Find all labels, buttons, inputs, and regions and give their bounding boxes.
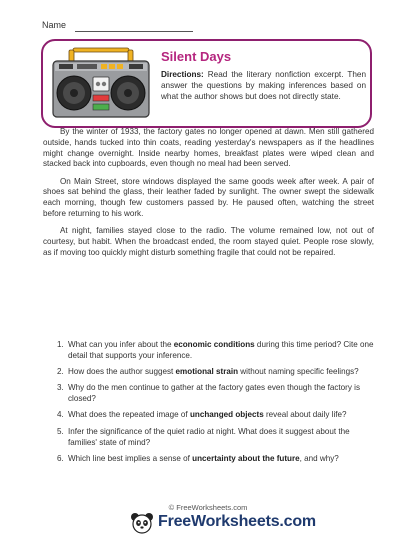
question-text: What does the repeated image of unchanged objects reveal about daily life?: [68, 410, 347, 420]
question-number: 3.: [57, 383, 64, 393]
question-text: Infer the significance of the quiet radio at night. What does it suggest about the families' state of mind?: [68, 426, 350, 447]
question-item: [57, 454, 375, 465]
question-item: [57, 340, 375, 362]
passage: [43, 127, 374, 265]
boombox-radio-illustration: [51, 47, 151, 121]
name-label: Name: [42, 20, 67, 30]
panda-logo-icon: [130, 512, 154, 534]
worksheet-title: Silent Days: [161, 49, 232, 64]
directions-body: Read the literary nonfiction excerpt. Then answer the questions by making inferences based on what the author shows but does not directly state.: [161, 70, 366, 101]
passage-paragraph: By the winter of 1933, the factory gates no longer opened at dawn. Men still gathered outside, hands tucked into thin coats, reading yesterday's newspapers as if the headlines might change overnight. Inside nearby homes, breakfast plates were wiped clean and stacked back into cupboards, even though no meal had been served.: [43, 127, 374, 169]
question-list: [57, 340, 375, 470]
directions-label: Directions:: [161, 70, 204, 79]
footer-copyright: © FreeWorksheets.com: [168, 503, 248, 512]
question-number: 5.: [57, 426, 64, 436]
question-number: 4.: [57, 410, 64, 420]
question-text: Which line best implies a sense of uncertainty about the future, and why?: [68, 453, 339, 463]
question-text: What can you infer about the economic conditions during this time period? Cite one detail that supports your inference.: [68, 340, 374, 360]
question-number: 1.: [57, 340, 64, 349]
question-item: [57, 367, 375, 378]
footer-brand: FreeWorksheets.com: [158, 513, 316, 530]
name-field-line[interactable]: [75, 31, 193, 32]
question-item: [57, 383, 375, 405]
passage-paragraph: On Main Street, store windows displayed the same goods week after week. A pair of shoes sat behind the glass, their leather faded by sunlight. The owner swept the sidewalk each morning, though few customers passed by. He paused often, watching the street before returning to his work.: [43, 176, 374, 219]
question-text: Why do the men continue to gather at the factory gates even though the factory is closed?: [68, 383, 360, 404]
footer-logo[interactable]: [130, 512, 316, 534]
passage-paragraph: At night, families stayed close to the radio. The volume remained low, not out of courtesy, but habit. When the broadcast ended, the room stayed quiet. People rose slowly, as if moving too quickly might disturb something fragile that could not be repaired.: [43, 226, 374, 257]
question-item: [57, 410, 375, 421]
question-number: 2.: [57, 367, 64, 377]
directions-text: [161, 69, 366, 102]
question-number: 6.: [57, 453, 64, 463]
header-box: [41, 39, 372, 128]
question-item: [57, 427, 375, 449]
question-text: How does the author suggest emotional strain without naming specific feelings?: [68, 367, 359, 377]
